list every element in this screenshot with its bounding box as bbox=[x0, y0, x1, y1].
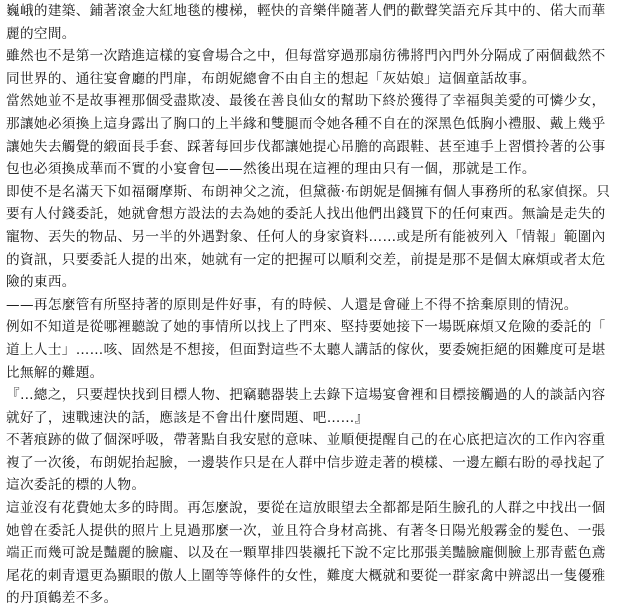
paragraph-8: 不著痕跡的做了個深呼吸，帶著點自我安慰的意味、並順便提醒自己的在心底把這次的工作內容重複了一次後，布朗妮抬起臉，一邊裝作只是在人群中信步遊走著的模樣、一邊左顧右盼的尋找起了這次委託的標的人物。 bbox=[6, 432, 606, 494]
paragraph-1: 巍峨的建築、鋪著滾金大紅地毯的樓梯，輕快的音樂伴隨著人們的歡聲笑語充斥其中的、偌大而華麗的空間。 bbox=[6, 3, 606, 42]
paragraph-7: 『…總之，只要趕快找到目標人物、把竊聽器裝上去錄下這場宴會裡和目標接觸過的人的談話內容就好了，速戰速決的話，應該是不會出什麼問題、吧……』 bbox=[6, 387, 606, 426]
paragraph-3: 當然她並不是故事裡那個受盡欺凌、最後在善良仙女的幫助下終於獲得了幸福與美愛的可憐少女，那讓她必須換上這身露出了胸口的上半緣和雙腿而令她各種不自在的深黑色低胸小禮服、戴上幾乎讓她失去觸覺的緞面長手套、踩著每回步伐都讓她提心吊膽的高跟鞋、甚至連手上習慣拎著的公事包也必須換成華而不實的小宴會包——然後出現在這裡的理由只有一個，那就是工作。 bbox=[6, 93, 606, 178]
paragraph-5: ——再怎麼管有所堅持著的原則是件好事，有的時候、人還是會碰上不得不捨棄原則的情況。 bbox=[6, 296, 578, 313]
paragraph-2: 雖然也不是第一次踏進這樣的宴會場合之中，但每當穿過那扇彷彿將門內門外分隔成了兩個截然不同世界的、通往宴會廳的門扉，布朗妮總會不由自主的想起「灰姑娘」這個童話故事。 bbox=[6, 48, 606, 87]
paragraph-6: 例如不知道是從哪裡聽說了她的事情所以找上了門來、堅持要她接下一場既麻煩又危險的委託的「道上人士」……咳、固然是不想接，但面對這些不太聽人講話的傢伙，要委婉拒絕的困難度可是堪比無解的難題。 bbox=[6, 319, 606, 381]
paragraph-9: 這並沒有花費她太多的時間。再怎麼說，要從在這放眼望去全都都是陌生臉孔的人群之中找出一個她曾在委託人提供的照片上見過那麼一次，並且符合身材高挑、有著冬日陽光般霧金的髮色、一張端正而幾可說是豔麗的臉龐、以及在一顆單排四裝襯托下說不定比那張美豔臉龐側臉上那青藍色鳶尾花的刺青還更為顯眼的傲人上圍等等條件的女性，難度大概就和要從一群家禽中辨認出一隻優雅的丹頂鶴差不多。 bbox=[6, 500, 606, 607]
paragraph-4: 即使不是名滿天下如福爾摩斯、布朗神父之流，但黛薇‧布朗妮是個擁有個人事務所的私家偵探。只要有人付錢委託，她就會想方設法的去為她的委託人找出他們出錢買下的任何東西。無論是走失的寵物、丟失的物品、另一半的外遇對象、任何人的身家資料……或是所有能被列入「情報」範圍內的資訊，只要委託人提的出來，她就有一定的把握可以順利交差，前提是那不是個太麻煩或者太危險的東西。 bbox=[6, 183, 611, 291]
